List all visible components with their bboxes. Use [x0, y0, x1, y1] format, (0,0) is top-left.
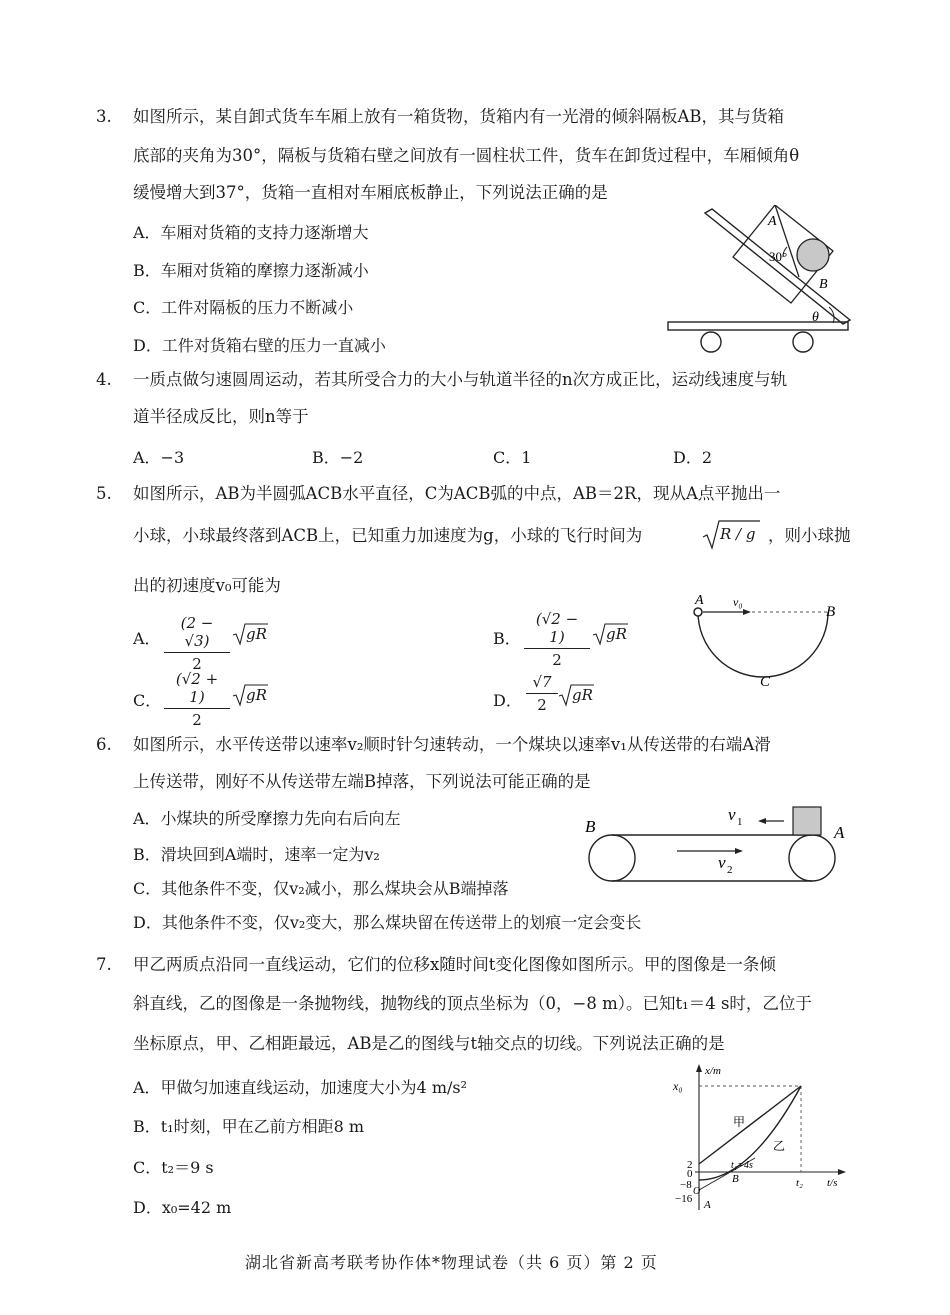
q3-stem-line1: 如图所示，某自卸式货车车厢上放有一箱货物，货箱内有一光滑的倾斜隔板AB，其与货箱: [133, 107, 785, 126]
t-axis-arrowhead: [838, 1169, 846, 1175]
q6-stem-line2: 上传送带，刚好不从传送带左端B掉落，下列说法可能正确的是: [133, 772, 591, 791]
label-a: A: [768, 214, 777, 229]
label-a: A: [834, 823, 845, 842]
q7-number: 7.: [96, 955, 112, 974]
coal-block: [793, 807, 821, 835]
q6-conveyor-figure: [582, 800, 852, 890]
pulley-left: [589, 835, 635, 881]
v2-arrowhead: [735, 848, 743, 854]
q3-option-a: A．车厢对货箱的支持力逐渐增大: [133, 223, 369, 242]
truck-wheel-left: [701, 332, 721, 352]
velocity-arrowhead: [743, 609, 751, 615]
label-b: B: [732, 1173, 739, 1185]
q4-stem-line1: 一质点做匀速圆周运动，若其所受合力的大小与轨道半径的n次方成正比，运动线速度与轨: [133, 370, 788, 389]
label-yi: 乙: [773, 1139, 786, 1153]
q7-option-d: D．x₀=42 m: [133, 1198, 232, 1217]
q4-number: 4.: [96, 370, 112, 389]
truck-wheel-right: [793, 332, 813, 352]
q4-option-c: C．1: [493, 448, 532, 467]
q4-option-d: D．2: [673, 448, 713, 467]
label-x0: x₀: [673, 1079, 683, 1093]
q5-option-a-fraction: $\frac{(2 - √3)}{2}$: [164, 614, 230, 673]
label-origin: O: [693, 1186, 701, 1197]
q7-stem-line1: 甲乙两质点沿同一直线运动，它们的位移x随时间t变化图像如图所示。甲的图像是一条倾: [133, 955, 776, 974]
label-b: B: [826, 604, 836, 620]
label-a: A: [695, 593, 704, 608]
q5-option-d-fraction: $\frac{√7}{2}$: [526, 673, 558, 714]
label-ylabel: x/m: [705, 1065, 721, 1077]
label-c: C: [760, 674, 771, 690]
tilted-carriage: [705, 209, 850, 324]
label-v0: v₀: [733, 595, 743, 609]
q7-stem-line2: 斜直线，乙的图像是一条抛物线，抛物线的顶点坐标为（0，−8 m）。已知t₁＝4 s时，乙位于: [133, 994, 812, 1013]
label-jia: 甲: [733, 1115, 746, 1129]
label-30deg: 30°: [769, 249, 788, 264]
q5-number: 5.: [96, 484, 112, 503]
q6-option-a: A．小煤块的所受摩擦力先向右后向左: [133, 809, 401, 828]
q5-semicircle-figure: [685, 590, 845, 690]
q4-option-a: A．−3: [133, 448, 185, 467]
q5-option-c-label: C．: [133, 691, 162, 710]
q5-option-d-label: D．: [493, 691, 522, 710]
q3-truck-figure: [665, 205, 855, 355]
truck-bed-floor: [668, 322, 848, 330]
q5-sqrt-time-radicand: R / g: [720, 525, 756, 543]
q6-option-d: D．其他条件不变，仅v₂变大，那么煤块留在传送带上的划痕一定会变长: [133, 913, 642, 932]
q6-stem-line1: 如图所示，水平传送带以速率v₂顺时针匀速转动，一个煤块以速率v₁从传送带的右端A滑: [133, 735, 771, 754]
q5-option-a-label: A．: [133, 629, 161, 648]
arc-acb: [698, 612, 828, 677]
v1-arrowhead: [758, 818, 766, 824]
q3-option-b: B．车厢对货箱的摩擦力逐渐减小: [133, 261, 369, 280]
q5-stem-line2b: ，则小球抛: [768, 526, 851, 545]
label-ym8: −8: [680, 1179, 692, 1191]
q5-option-c-fraction: $\frac{(√2 + 1)}{2}$: [164, 670, 230, 729]
q7-option-b: B．t₁时刻，甲在乙前方相距8 m: [133, 1117, 365, 1136]
q5-option-b-label: B．: [493, 629, 521, 648]
label-v2-sub: 2: [727, 864, 733, 876]
pulley-right: [789, 835, 835, 881]
q5-stem-line1: 如图所示，AB为半圆弧ACB水平直径，C为ACB弧的中点，AB＝2R，现从A点平抛出一: [133, 484, 781, 503]
q6-option-c: C．其他条件不变，仅v₂减小，那么煤块会从B端掉落: [133, 879, 509, 898]
q7-option-c: C．t₂＝9 s: [133, 1158, 214, 1177]
q7-stem-line3: 坐标原点，甲、乙相距最远，AB是乙的图线与t轴交点的切线。下列说法正确的是: [133, 1034, 725, 1053]
label-y2: 2: [687, 1159, 693, 1171]
cylinder-workpiece: [797, 239, 829, 271]
q5-stem-line2a: 小球，小球最终落到ACB上，已知重力加速度为g，小球的飞行时间为: [133, 526, 643, 545]
label-v1: v: [728, 805, 736, 824]
q3-option-c: C．工件对隔板的压力不断减小: [133, 298, 354, 317]
ball: [694, 608, 702, 616]
label-b: B: [819, 277, 828, 292]
q5-option-b-fraction: $\frac{(√2 - 1)}{2}$: [524, 610, 590, 669]
q3-stem-line3: 缓慢增大到37°，货箱一直相对车厢底板静止，下列说法正确的是: [133, 183, 608, 202]
label-v1-sub: 1: [737, 816, 743, 828]
q3-stem-line2: 底部的夹角为30°，隔板与货箱右壁之间放有一圆柱状工件，货车在卸货过程中，车厢倾角θ: [133, 146, 800, 165]
label-xlabel: t/s: [827, 1177, 838, 1189]
partition-ab: [775, 205, 799, 277]
q4-stem-line2: 道半径成反比，则n等于: [133, 407, 309, 426]
label-t2: t₂: [796, 1177, 803, 1189]
y-axis-arrowhead: [696, 1064, 702, 1072]
label-y0: 0: [687, 1168, 693, 1180]
q3-number: 3.: [96, 107, 112, 126]
label-b: B: [585, 817, 596, 836]
q5-stem-line3: 出的初速度v₀可能为: [133, 576, 281, 595]
q6-number: 6.: [96, 735, 112, 754]
label-a: A: [704, 1199, 711, 1211]
q4-option-b: B．−2: [312, 448, 364, 467]
label-t1: t₁=4s: [731, 1160, 753, 1171]
q3-option-d: D．工件对货箱右壁的压力一直减小: [133, 336, 386, 355]
q7-option-a: A．甲做匀加速直线运动，加速度大小为4 m/s²: [133, 1078, 468, 1097]
label-theta: θ: [812, 310, 819, 325]
page-footer: 湖北省新高考联考协作体*物理试卷（共 6 页）第 2 页: [245, 1253, 658, 1272]
jia-line: [699, 1086, 801, 1164]
q6-option-b: B．滑块回到A端时，速率一定为v₂: [133, 845, 380, 864]
label-ym16: −16: [675, 1193, 693, 1205]
label-v2: v: [718, 853, 726, 872]
q7-xt-graph: [665, 1062, 850, 1212]
